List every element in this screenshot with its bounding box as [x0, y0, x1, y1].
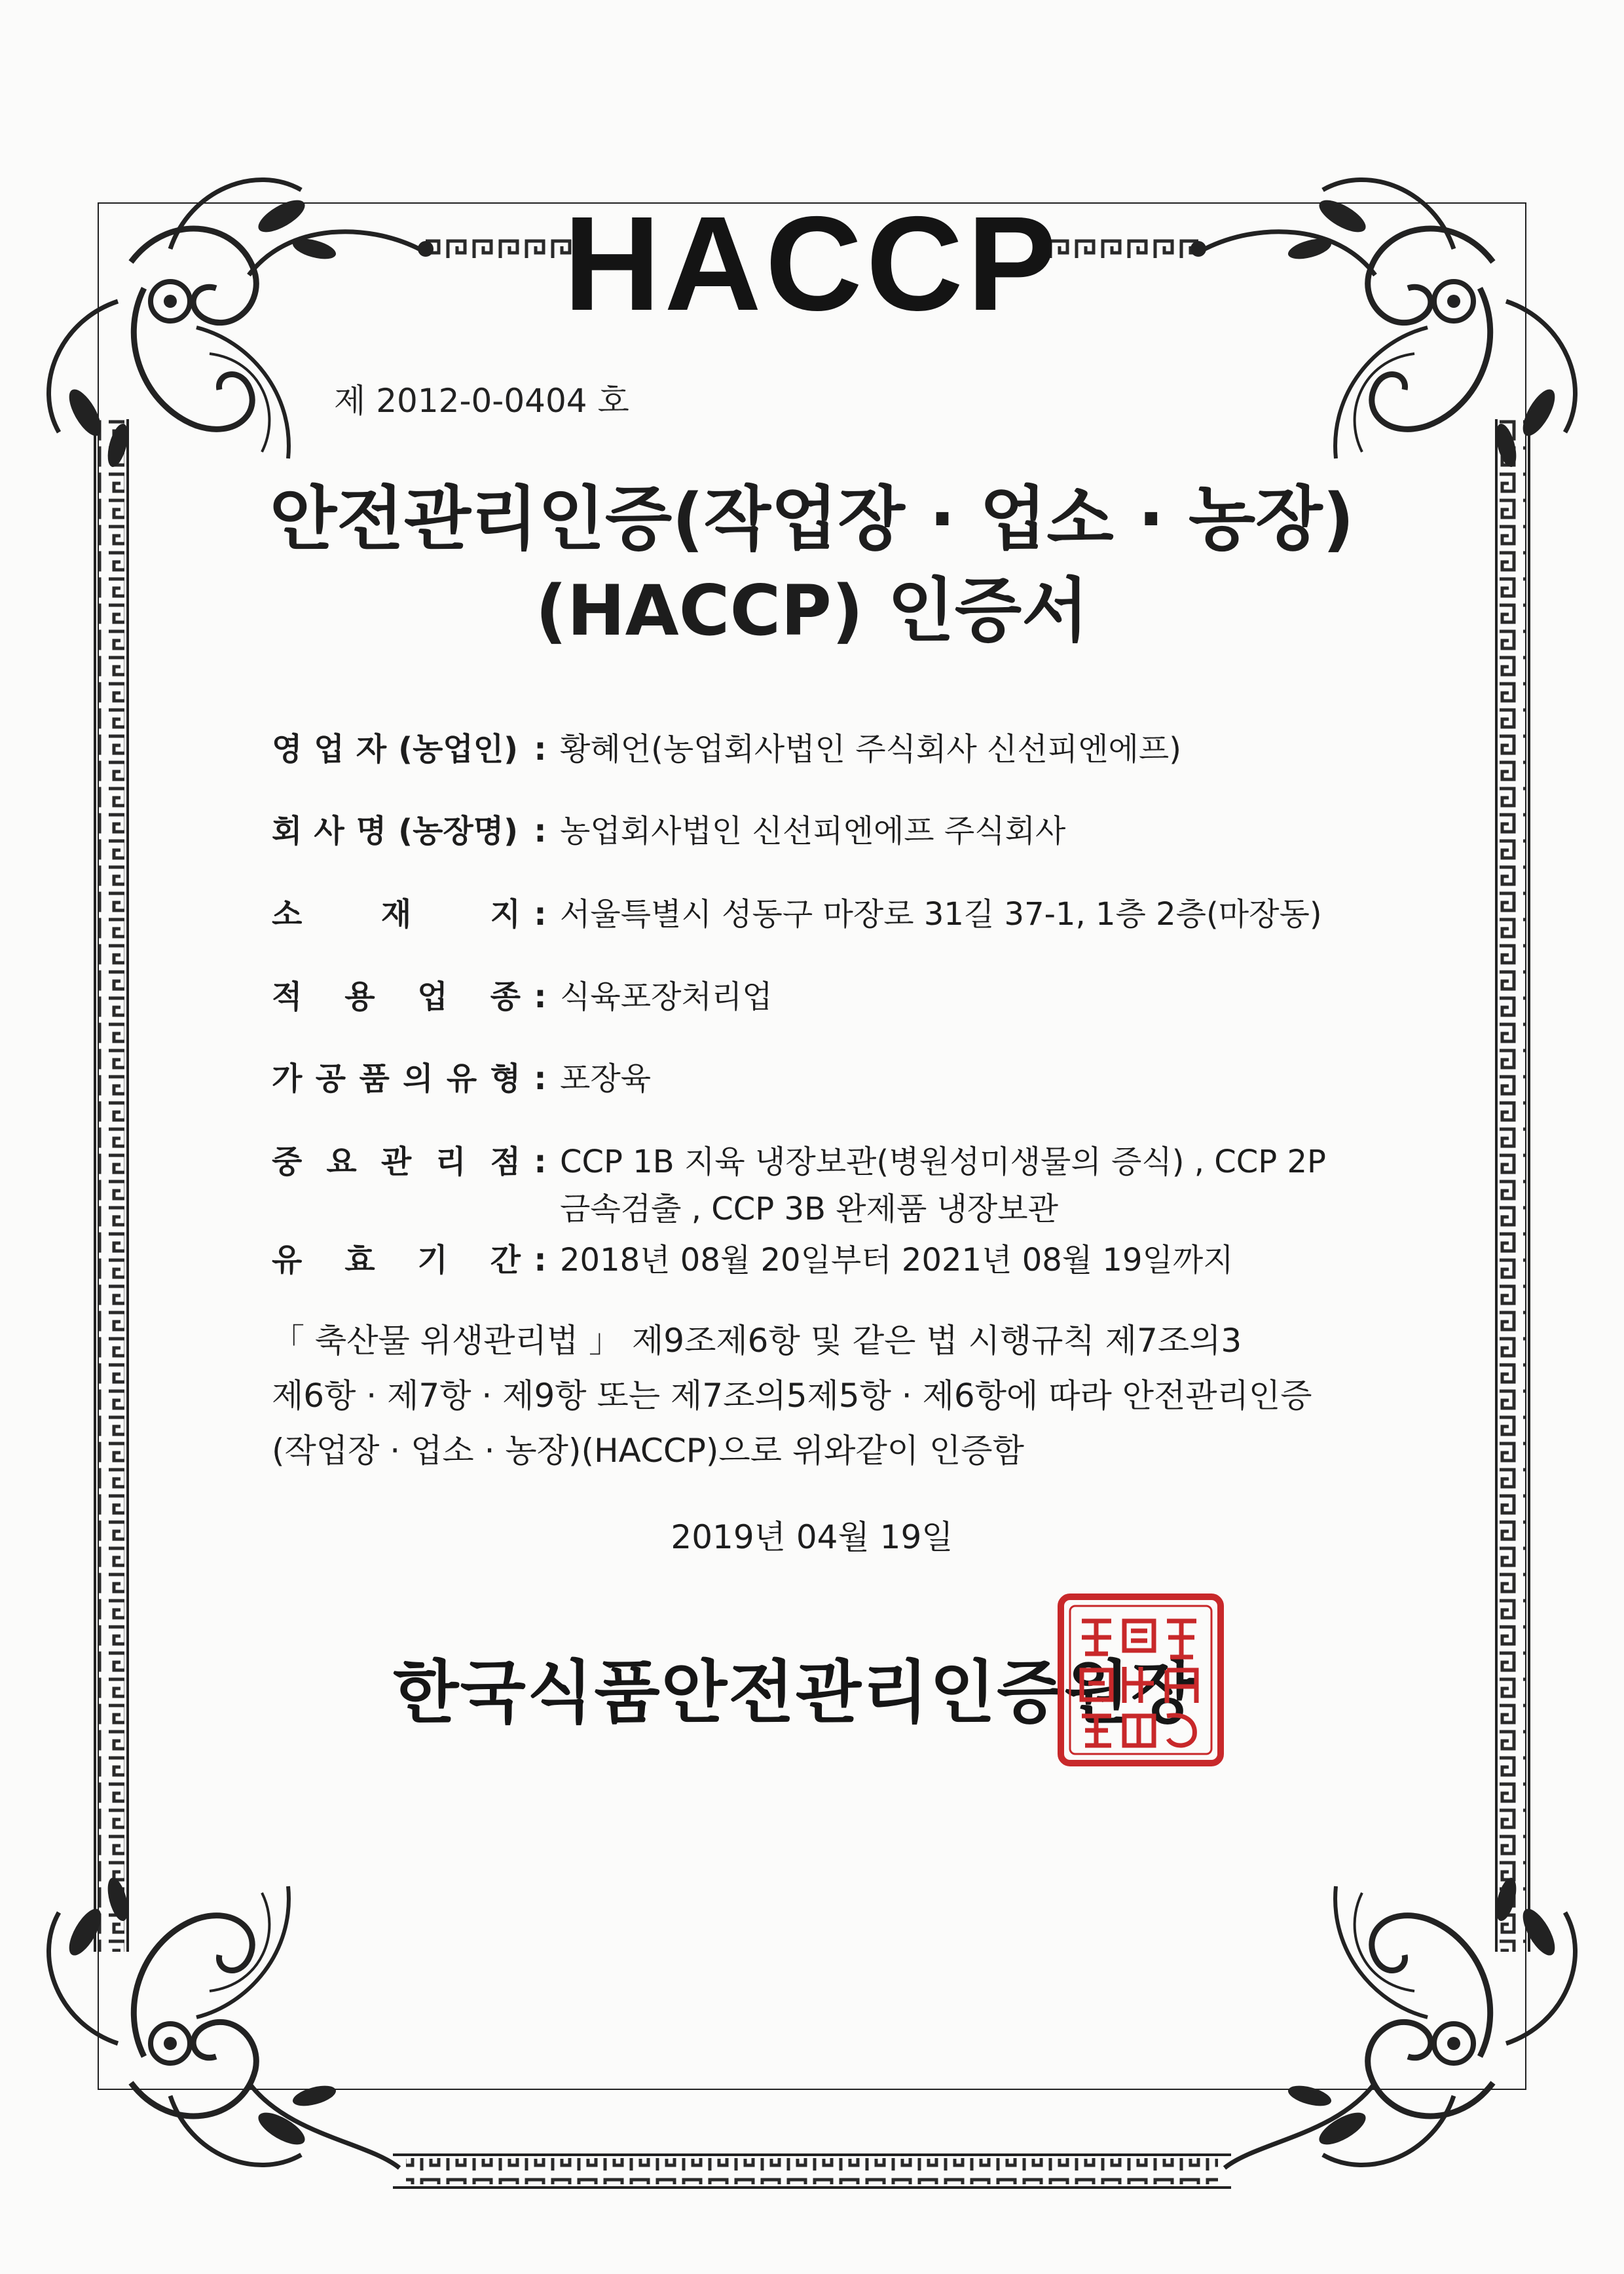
field-row-validity [272, 1244, 1624, 1276]
field-colon: : [534, 1060, 547, 1097]
field-label: 유 효 기 간 [272, 1242, 521, 1278]
field-value: 서울특별시 성동구 마장로 31길 37-1, 1층 2층(마장동) [560, 896, 1322, 933]
statement-line3: (작업장 · 업소 · 농장)(HACCP)으로 위와같이 인증함 [272, 1432, 1024, 1470]
field-value: 2018년 08월 20일부터 2021년 08월 19일까지 [560, 1242, 1234, 1278]
field-label: 회 사 명 (농장명) [272, 813, 519, 849]
field-colon: : [534, 896, 547, 933]
field-colon: : [534, 731, 547, 768]
main-title-line2: (HACCP) 인증서 [535, 570, 1089, 651]
field-row-product-type [272, 1060, 1624, 1097]
official-seal [1056, 1592, 1226, 1768]
field-label: 가 공 품 의 유 형 [272, 1060, 521, 1097]
certificate-number: 제 2012-0-0404 호 [334, 382, 629, 420]
field-value [560, 1146, 1624, 1225]
field-colon: : [534, 1144, 547, 1180]
header-title: HACCP [563, 189, 1061, 339]
field-value: 황혜언(농업회사법인 주식회사 신선피엔에프) [560, 731, 1181, 768]
statement-line1: 「 축산물 위생관리법 」 제9조제6항 및 같은 법 시행규칙 제7조의3 [272, 1322, 1242, 1360]
field-label: 소 재 지 [272, 896, 521, 933]
field-colon: : [534, 1242, 547, 1278]
field-label: 영 업 자 (농업인) [272, 731, 519, 768]
field-value: 식육포장처리업 [560, 979, 773, 1015]
field-row-company [272, 815, 1624, 847]
statement-line2: 제6항 · 제7항 · 제9항 또는 제7조의5제5항 · 제6항에 따라 안전관리인증 [272, 1377, 1312, 1415]
field-colon: : [534, 813, 547, 849]
field-row-ccp [272, 1146, 1624, 1225]
field-row-address [272, 896, 1624, 933]
issue-date: 2019년 04월 19일 [671, 1518, 953, 1556]
field-row-operator [272, 731, 1624, 768]
field-value: 농업회사법인 신선피엔에프 주식회사 [560, 813, 1066, 849]
field-row-business-type [272, 981, 1624, 1013]
field-label: 적 용 업 종 [272, 979, 521, 1015]
field-colon: : [534, 979, 547, 1015]
field-value: 포장육 [560, 1060, 652, 1097]
issuer-name: 한국식품안전관리인증원장 [393, 1652, 1198, 1732]
main-title-line1: 안전관리인증(작업장 · 업소 · 농장) [269, 479, 1355, 559]
certification-statement [272, 1313, 1359, 1478]
ccp-line1: CCP 1B 지육 냉장보관(병원성미생물의 증식) , CCP 2P [560, 1144, 1326, 1180]
ccp-line2: 금속검출 , CCP 3B 완제품 냉장보관 [560, 1191, 1059, 1227]
field-label: 중 요 관 리 점 [272, 1144, 521, 1180]
